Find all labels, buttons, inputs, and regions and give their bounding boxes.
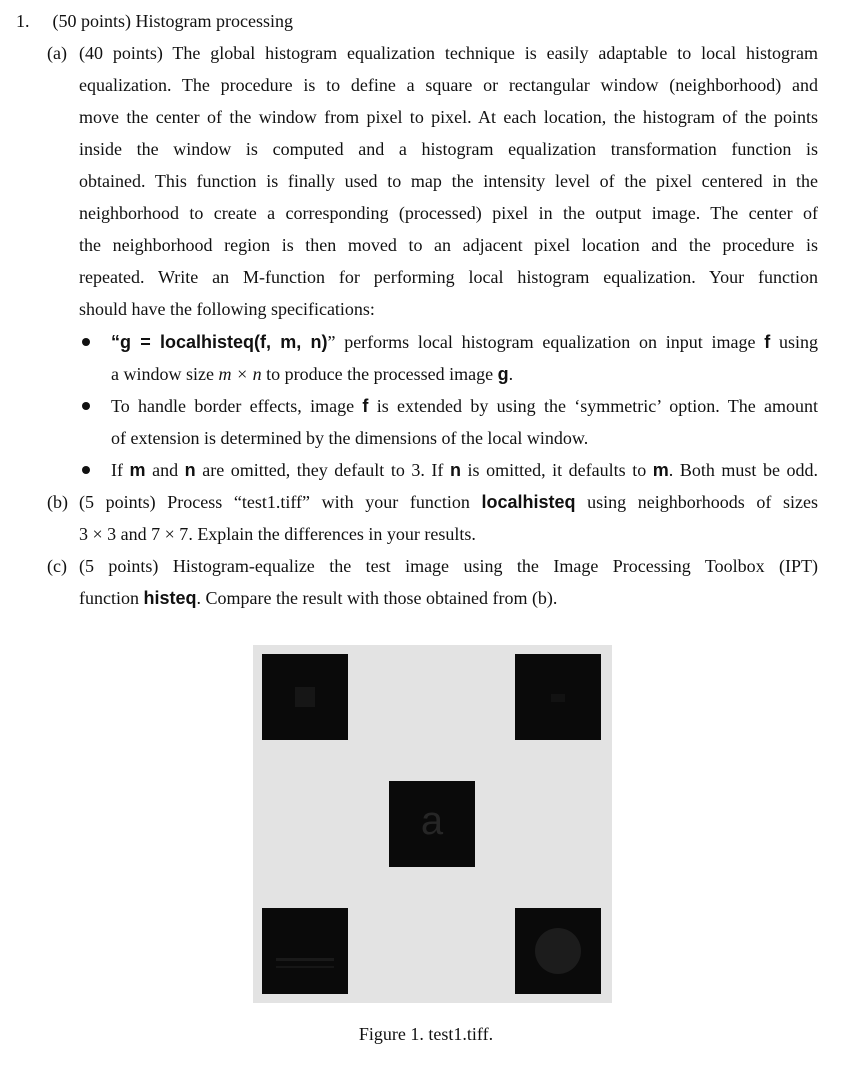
part-a-line-2: equalization. The procedure is to define a square or rectangular window (neighborhood) and (79, 75, 818, 95)
part-a-label: (a) (47, 43, 67, 63)
part-b-label: (b) (47, 492, 68, 512)
part-c-label: (c) (47, 556, 67, 576)
part-b-line-1: (5 points) Process “test1.tiff” with your function localhisteq using neighborhoods of sizes (79, 492, 818, 512)
bullet-2-line-2: of extension is determined by the dimensions of the local window. (111, 428, 589, 448)
var-g: g (497, 364, 509, 384)
bullet-2-line-1: To handle border effects, image f is extended by using the ‘symmetric’ option. The amount (111, 396, 819, 416)
square-top-left (262, 654, 348, 740)
faint-letter: a (420, 799, 444, 843)
part-a-line-1: (40 points) The global histogram equalization technique is easily adaptable to local histogram (79, 43, 818, 63)
bullet-1-line-1: “g = localhisteq(f, m, n)” performs local histogram equalization on input image f using (111, 332, 818, 352)
figure-caption: Figure 1. test1.tiff. (358, 1024, 494, 1044)
square-top-right (515, 654, 601, 740)
window-size-math: m × n (218, 364, 262, 384)
code-signature: “g = localhisteq(f, m, n) (111, 332, 328, 352)
faint-inner-square (295, 687, 315, 707)
faint-inner-mark (551, 694, 565, 702)
var-f: f (764, 332, 771, 352)
var-n: n (449, 460, 461, 480)
part-a-line-5: obtained. This function is finally used to map the intensity level of the pixel centered in the (79, 171, 818, 191)
bullet-dot-3 (82, 466, 90, 474)
part-b-line-2: 3 × 3 and 7 × 7. Explain the differences in your results. (79, 524, 476, 544)
size-7x7: 7 × 7 (151, 524, 189, 544)
faint-line (276, 958, 334, 961)
part-a-line-3: move the center of the window from pixel to pixel. At each location, the histogram of the points (79, 107, 818, 127)
part-a-line-6: neighborhood to create a corresponding (processed) pixel in the output image. The center of (79, 203, 818, 223)
square-bottom-right (515, 908, 601, 994)
part-a-line-9: should have the following specifications: (79, 299, 375, 319)
part-a-line-4: inside the window is computed and a histogram equalization transformation function is (79, 139, 818, 159)
size-3x3: 3 × 3 (79, 524, 117, 544)
bullet-dot-1 (82, 338, 90, 346)
bullet-dot-2 (82, 402, 90, 410)
function-name: histeq (143, 588, 197, 608)
var-m: m (129, 460, 146, 480)
bullet-1-line-2: a window size m × n to produce the processed image g. (111, 364, 514, 384)
square-center (389, 781, 475, 867)
test-image-figure (253, 645, 612, 1003)
problem-title: (50 points) Histogram processing (52, 11, 293, 31)
var-n: n (184, 460, 196, 480)
bullet-3-line-1: If m and n are omitted, they default to 3. If n is omitted, it defaults to m. Both must be odd. (111, 460, 818, 480)
problem-number: 1. (16, 11, 30, 31)
square-bottom-left (262, 908, 348, 994)
part-c-line-1: (5 points) Histogram-equalize the test image using the Image Processing Toolbox (IPT) (79, 556, 818, 576)
problem-heading (16, 10, 293, 32)
var-f: f (362, 396, 369, 416)
var-m: m (652, 460, 669, 480)
faint-line (276, 966, 334, 968)
part-a-line-7: the neighborhood region is then moved to an adjacent pixel location and the procedure is (79, 235, 818, 255)
part-a-line-8: repeated. Write an M-function for performing local histogram equalization. Your function (79, 267, 818, 287)
function-name: localhisteq (481, 492, 576, 512)
part-c-line-2: function histeq. Compare the result with those obtained from (b). (79, 588, 558, 608)
faint-circle (535, 928, 581, 974)
